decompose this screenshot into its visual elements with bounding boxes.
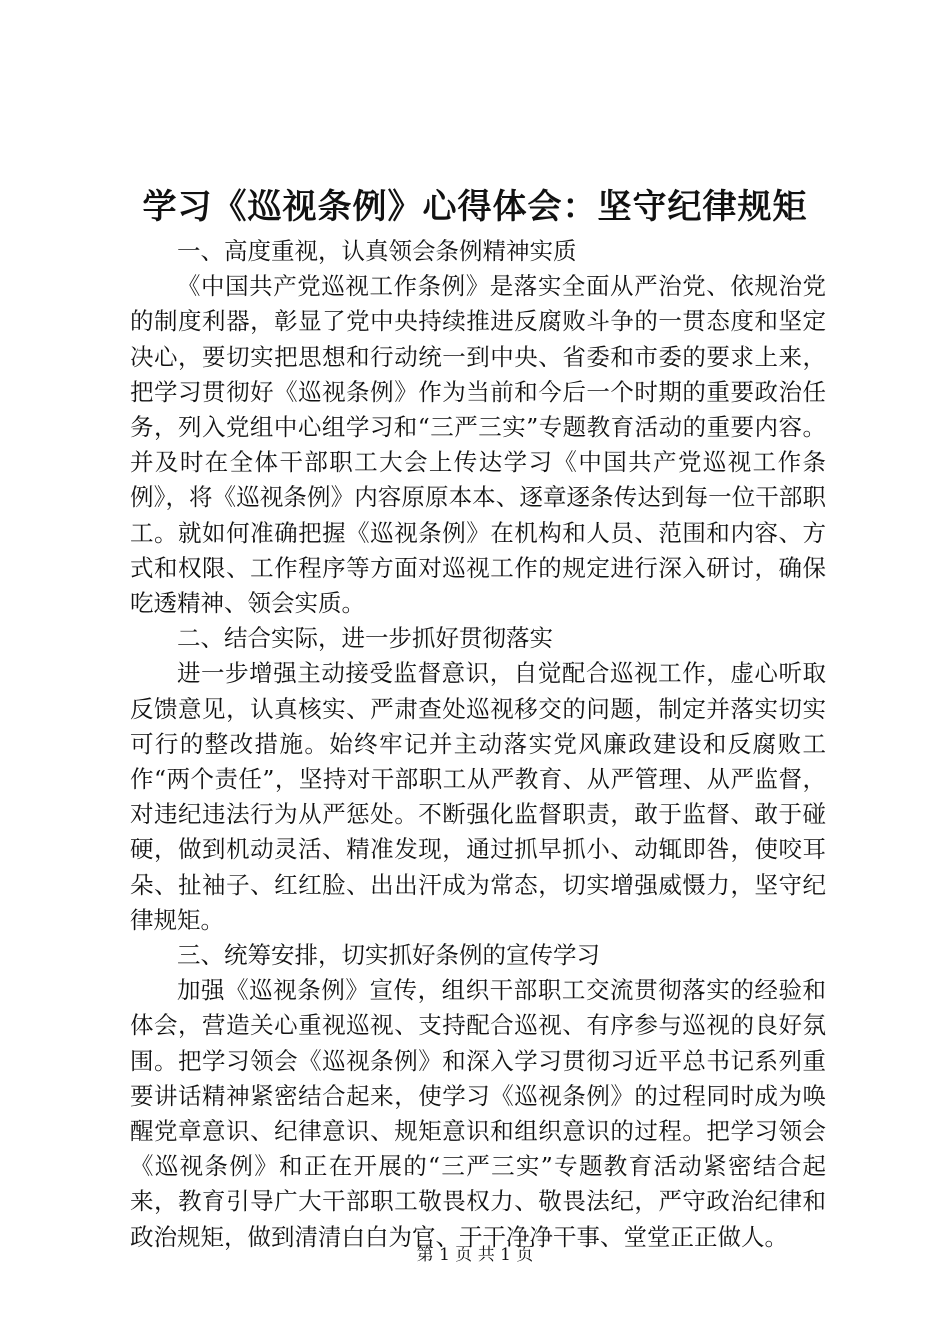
section-paragraph-2: 进一步增强主动接受监督意识，自觉配合巡视工作，虚心听取反馈意见，认真核实、严肃查处巡视移交的问题，制定并落实切实可行的整改措施。始终牢记并主动落实党风廉政建设和反腐败工作“两个责任”，坚持对干部职工从严教育、从严管理、从严监督，对违纪违法行为从严惩处。不断强化监督职责，敢于监督、敢于碰硬，做到机动灵活、精准发现，通过抓早抓小、动辄即咎，使咬耳朵、扯袖子、红红脸、出出汗成为常态，切实增强威慑力，坚守纪律规矩。 bbox=[130, 659, 826, 934]
page-number-footer: 第 1 页 共 1 页 bbox=[416, 1245, 534, 1265]
document-body bbox=[130, 234, 826, 1255]
section-heading-1: 一、高度重视，认真领会条例精神实质 bbox=[177, 237, 577, 265]
document-title: 学习《巡视条例》心得体会：坚守纪律规矩 bbox=[142, 187, 808, 227]
section-paragraph-1: 《中国共产党巡视工作条例》是落实全面从严治党、依规治党的制度利器，彰显了党中央持续推进反腐败斗争的一贯态度和坚定决心，要切实把思想和行动统一到中央、省委和市委的要求上来，把学习贯彻好《巡视条例》作为当前和今后一个时期的重要政治任务，列入党组中心组学习和“三严三实”专题教育活动的重要内容。并及时在全体干部职工大会上传达学习《中国共产党巡视工作条例》，将《巡视条例》内容原原本本、逐章逐条传达到每一位干部职工。就如何准确把握《巡视条例》在机构和人员、范围和内容、方式和权限、工作程序等方面对巡视工作的规定进行深入研讨，确保吃透精神、领会实质。 bbox=[130, 272, 826, 618]
section-paragraph-3: 加强《巡视条例》宣传，组织干部职工交流贯彻落实的经验和体会，营造关心重视巡视、支持配合巡视、有序参与巡视的良好氛围。把学习领会《巡视条例》和深入学习贯彻习近平总书记系列重要讲话精神紧密结合起来，使学习《巡视条例》的过程同时成为唤醒党章意识、纪律意识、规矩意识和组织意识的过程。把学习领会《巡视条例》和正在开展的“三严三实”专题教育活动紧密结合起来，教育引导广大干部职工敬畏权力、敬畏法纪，严守政治纪律和政治规矩，做到清清白白为官、干干净净干事、堂堂正正做人。 bbox=[130, 976, 826, 1251]
section-heading-2: 二、结合实际，进一步抓好贯彻落实 bbox=[177, 624, 553, 653]
section-heading-3: 三、统筹安排，切实抓好条例的宣传学习 bbox=[177, 941, 600, 970]
